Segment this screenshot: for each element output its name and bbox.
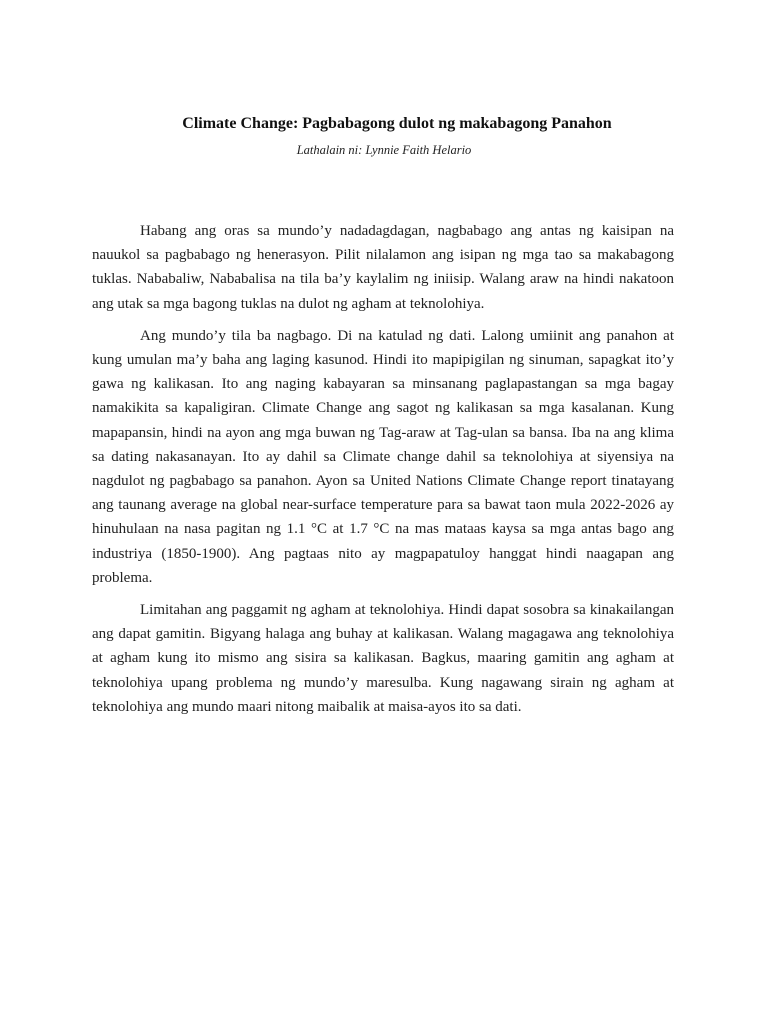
article-body xyxy=(92,219,674,727)
paragraph-3: Limitahan ang paggamit ng agham at teknolohiya. Hindi dapat sosobra sa kinakailangan ang dapat gamitin. Bigyang halaga ang buhay at kalikasan. Walang magagawa ang teknolohiya at agham kung ito mismo ang sisira sa kalikasan. Bagkus, maaring gamitin ang agham at teknolohiya upang problema ng mundo’y maresulba. Kung nagawang sirain ng agham at teknolohiya ang mundo maari nitong maibalik at maisa-ayos ito sa dati. xyxy=(92,602,674,715)
author-byline: Lathalain ni: Lynnie Faith Helario xyxy=(296,143,472,157)
document-title: Climate Change: Pagbabagong dulot ng makabagong Panahon xyxy=(182,115,612,132)
paragraph-2: Ang mundo’y tila ba nagbago. Di na katulad ng dati. Lalong umiinit ang panahon at kung umulan ma’y baha ang laging kasunod. Hindi ito mapipigilan ng sinuman, sapagkat ito’y gawa ng kalikasan. Ito ang naging kabayaran sa minsanang paglapastangan sa mga bagay namakikita sa kapaligiran. Climate Change ang sagot ng kalikasan sa mga kasalanan. Kung mapapansin, hindi na ayon ang mga buwan ng Tag-araw at Tag-ulan sa bansa. Iba na ang klima sa dating nakasanayan. Ito ay dahil sa Climate change dahil sa teknolohiya at siyensiya na nagdulot ng pagbabago sa panahon. Ayon sa United Nations Climate Change report tinatayang ang taunang average na global near-surface temperature para sa bawat taon mula 2022-2026 ay hinuhulaan na nasa pagitan ng 1.1 °C at 1.7 °C na mas mataas kaysa sa mga antas bago ang industriya (1850-1900). Ang pagtaas nito ay magpapatuloy hanggat hindi naagapan ang problema. xyxy=(92,327,674,586)
paragraph-1: Habang ang oras sa mundo’y nadadagdagan, nagbabago ang antas ng kaisipan na nauukol sa pagbabago ng henerasyon. Pilit nilalamon ang isipan ng mga tao sa makabagong tuklas. Nababaliw, Nababalisa na tila ba’y kaylalim ng iniisip. Walang araw na hindi nakatoon ang utak sa mga bagong tuklas na dulot ng agham at teknolohiya. xyxy=(92,223,674,312)
